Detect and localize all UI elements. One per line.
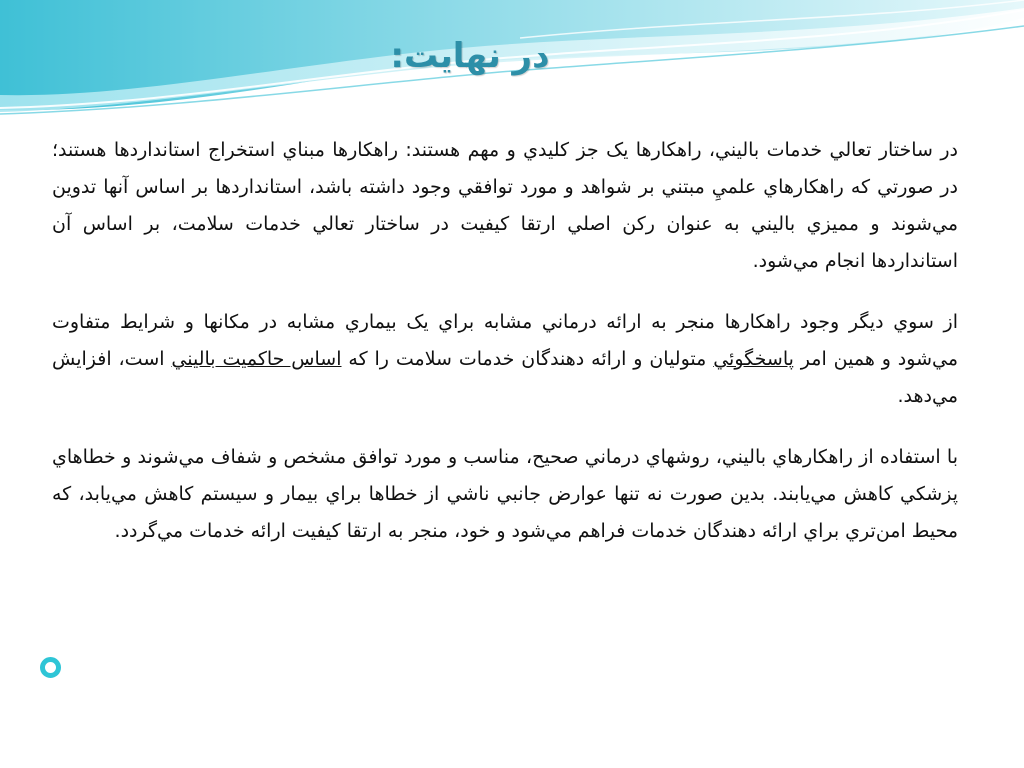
paragraph-2-part-2: متوليان و ارائه دهندگان خدمات سلامت را كه — [341, 348, 714, 370]
paragraph-2 — [52, 304, 958, 415]
accountability-term: پاسخگوئي — [713, 348, 794, 370]
slide-body — [52, 132, 958, 550]
paragraph-1: در ساختار تعالي خدمات باليني، راهكارها يک جز کليدي و مهم هستند: راهكارها مبناي استخراج استانداردها هستند؛ در صورتي كه راهكارهاي علميِ مبتني بر شواهد و مورد توافقي وجود داشته باشد، استانداردها بر اساس آنها تدوين مي‌شوند و مميزي باليني به عنوان ركن اصلي ارتقا كيفيت در ساختار تعالي خدمات سلامت، بر اساس آن استانداردها انجام مي‌شود. — [52, 139, 958, 272]
slide-title: در نهايت: — [390, 36, 550, 76]
paragraph-2-part-3: است، افزايش مي‌دهد. — [52, 348, 958, 407]
paragraph-2-part-1: از سوي ديگر وجود راهكارها منجر به ارائه درماني مشابه براي يک بيماري مشابه در مكانها و شرايط متفاوت مي‌شود و همين امر — [52, 311, 959, 370]
paragraph-3: با استفاده از راهكارهاي باليني، روشهاي درماني صحيح، مناسب و مورد توافق مشخص و شفاف مي‌شوند و خطاهاي پزشكي كاهش مي‌يابند. بدين صورت نه تنها عوارض جانبي ناشي از خطاها براي بيمار و سيستم كاهش مي‌يابد، كه محيط امن‌تري براي ارائه دهندگان خدمات فراهم مي‌شود و خود، منجر به ارتقا كيفيت ارائه خدمات مي‌گردد. — [52, 446, 958, 542]
clinical-governance-term: اساس حاكميت باليني — [171, 348, 342, 370]
ring-bullet-icon — [40, 657, 61, 678]
